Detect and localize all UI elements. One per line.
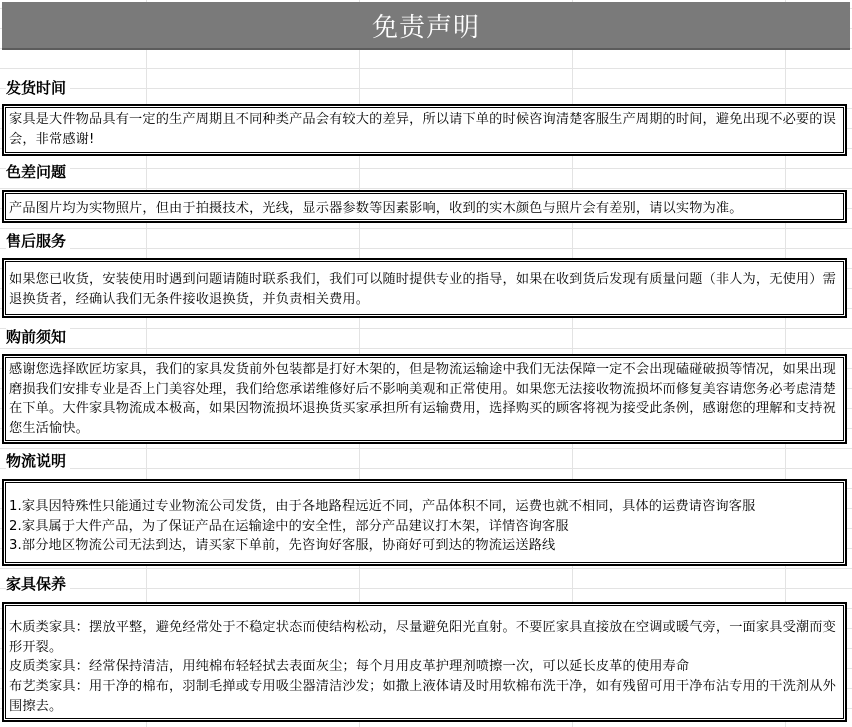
section-box-logistics — [2, 479, 847, 566]
section-line: 木质类家具：摆放平整，避免经常处于不稳定状态而使结构松动，尽量避免阳光直射。不要匠家具直接放在空调或暖气旁，一面家具受潮而变形开裂。 — [9, 620, 836, 655]
heading-furniture-care: 家具保养 — [6, 575, 70, 593]
title-bar — [2, 2, 850, 50]
page-title: 免责声明 — [371, 12, 480, 43]
section-line: 2.家具属于大件产品，为了保证产品在运输途中的安全性，部分产品建议打木架，详情咨询客服 — [9, 518, 569, 534]
section-text: 产品图片均为实物照片，但由于拍摄技术，光线，显示器参数等因素影响，收到的实木颜色与照片会有差别，请以实物为准。 — [9, 201, 743, 216]
heading-color-difference: 色差问题 — [6, 163, 70, 181]
section-content — [5, 357, 844, 441]
section-text: 感谢您选择欧匠坊家具，我们的家具发货前外包装都是打好木架的，但是物流运输途中我们无法保障一定不会出现磕碰破损等情况，如果出现磨损我们安排专业是否上门美容处理，我们给您承诺维修好后不影响美观和正常使用。如果您无法接收物流损坏而修复美容请您务必考虑清楚在下单。大件家具物流成本极高，如果因物流损坏退换货买家承担所有运输费用，选择购买的顾客将视为接受此条例，感谢您的理解和支持祝您生活愉快。 — [9, 362, 836, 437]
section-text: 家具是大件物品具有一定的生产周期且不同种类产品会有较大的差异，所以请下单的时候咨询清楚客服生产周期的时间，避免出现不必要的误会，非常感谢! — [9, 112, 836, 147]
section-box-furniture-care — [2, 602, 847, 722]
heading-shipping-time: 发货时间 — [6, 79, 70, 97]
heading-logistics: 物流说明 — [6, 452, 70, 470]
section-line: 布艺类家具：用干净的棉布，羽制毛掸或专用吸尘器清洁沙发；如撒上液体请及时用软棉布洗干净，如有残留可用干净布沾专用的干洗剂从外围擦去。 — [9, 679, 836, 714]
section-line: 皮质类家具：经常保持清洁，用纯棉布轻轻拭去表面灰尘；每个月用皮革护理剂喷擦一次，可以延长皮革的使用寿命 — [9, 659, 690, 675]
section-box-color-difference — [2, 190, 847, 223]
section-content — [5, 482, 844, 563]
section-box-pre-purchase — [2, 354, 847, 444]
section-content — [5, 193, 844, 220]
section-content — [5, 261, 844, 315]
section-line: 3.部分地区物流公司无法到达，请买家下单前，先咨询好客服，协商好可到达的物流运送路线 — [9, 538, 556, 554]
heading-pre-purchase: 购前须知 — [6, 328, 70, 346]
section-content — [5, 107, 844, 153]
section-content — [5, 605, 844, 719]
section-box-shipping-time — [2, 104, 847, 156]
section-line: 1.家具因特殊性只能通过专业物流公司发货，由于各地路程远近不同，产品体积不同，运费也就不相同，具体的运费请咨询客服 — [9, 499, 756, 514]
section-text: 如果您已收货，安装使用时遇到问题请随时联系我们，我们可以随时提供专业的指导，如果在收到货后发现有质量问题（非人为，无使用）需退换货者，经确认我们无条件接收退换货，并负责相关费用。 — [9, 272, 836, 307]
heading-after-sales: 售后服务 — [6, 232, 70, 250]
section-box-after-sales — [2, 258, 847, 318]
